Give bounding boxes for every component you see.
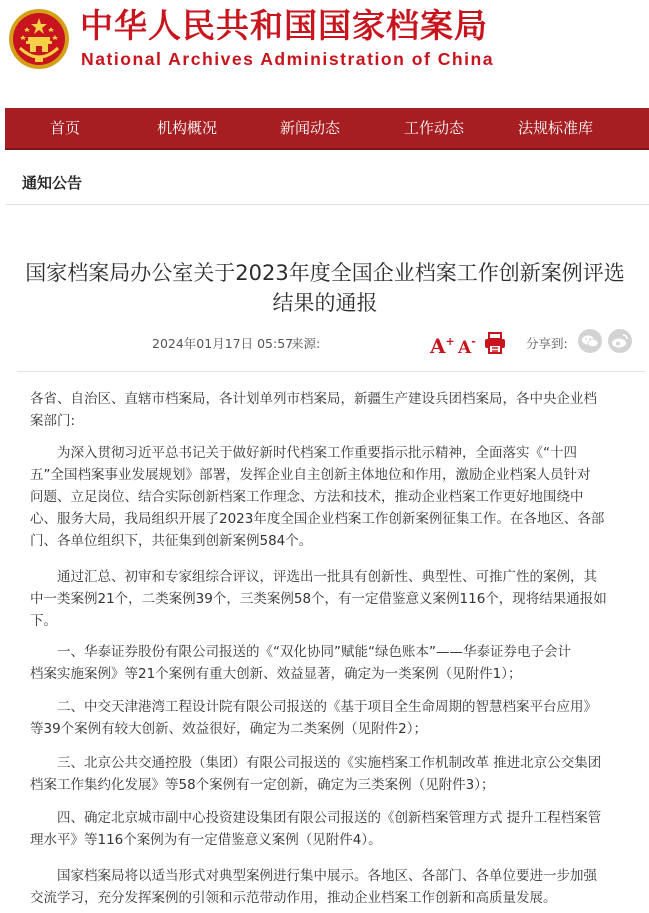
paragraph-summary <box>30 566 642 632</box>
national-emblem-icon[interactable] <box>8 8 70 70</box>
paragraph-category-4 <box>30 807 642 851</box>
paragraph-line: 档案工作集约化发展》等58个案例有一定创新，确定为三类案例（见附件3）； <box>30 777 495 793</box>
paragraph-line: 理水平》等116个案例为有一定借鉴意义案例（见附件4）。 <box>30 832 382 848</box>
share-label: 分享到: <box>526 336 568 351</box>
section-title[interactable]: 通知公告 <box>22 174 83 192</box>
paragraph-line: 问题、立足岗位、结合实际创新档案工作理念、方法和技术，推动企业档案工作更好地围绕中 <box>30 489 584 505</box>
weibo-share-button[interactable] <box>608 329 632 353</box>
site-title-cn[interactable]: 中华人民共和国国家档案局 <box>80 6 488 45</box>
printer-icon[interactable] <box>484 332 506 354</box>
nav-item-about[interactable]: 机构概况 <box>157 119 218 137</box>
paragraph-category-3 <box>30 752 642 796</box>
font-shrink-letter: A <box>458 338 472 358</box>
paragraph-line: 等39个案例有较大创新、效益很好，确定为二类案例（见附件2）； <box>30 721 428 737</box>
article-title <box>25 258 625 318</box>
paragraph-line: 通过汇总、初审和专家组综合评议，评选出一批具有创新性、典型性、可推广性的案例，其 <box>30 569 597 585</box>
paragraph-background <box>30 442 642 552</box>
article-date: 2024年01月17日 05:57 <box>152 336 294 351</box>
paragraph-line: 三、北京公共交通控股（集团）有限公司报送的《实施档案工作机制改革 推进北京公交集团 <box>30 755 602 771</box>
breadcrumb <box>5 164 649 205</box>
font-enlarge-letter: A <box>430 334 446 358</box>
paragraph-category-1 <box>30 641 642 685</box>
paragraph-line: 交流学习，充分发挥案例的引领和示范带动作用，推动企业档案工作创新和高质量发展。 <box>30 890 557 906</box>
paragraph-line: 为深入贯彻习近平总书记关于做好新时代档案工作重要指示批示精神，全面落实《“十四 <box>30 445 577 461</box>
article-title-line-2: 结果的通报 <box>272 291 378 315</box>
nav-item-regulations[interactable]: 法规标准库 <box>518 119 594 137</box>
paragraph-line: 一、华泰证券股份有限公司报送的《“双化协同”赋能“绿色账本”——华泰证券电子会计 <box>30 644 571 660</box>
site-title-en[interactable]: National Archives Administration of China <box>81 49 495 69</box>
nav-item-news[interactable]: 新闻动态 <box>280 119 341 137</box>
paragraph-line: 各省、自治区、直辖市档案局，各计划单列市档案局，新疆生产建设兵团档案局，各中央企业档 <box>30 391 597 407</box>
paragraph-line: 五”全国档案事业发展规划》部署，发挥企业自主创新主体地位和作用，激励企业档案人员针对 <box>30 467 591 483</box>
paragraph-line: 心、服务大局，我局组织开展了2023年度全国企业档案工作创新案例征集工作。在各地区、各部 <box>30 511 605 527</box>
paragraph-line: 国家档案局将以适当形式对典型案例进行集中展示。各地区、各部门、各单位要进一步加强 <box>30 868 597 884</box>
paragraph-category-2 <box>30 696 642 740</box>
wechat-icon <box>578 329 602 353</box>
paragraph-line: 四、确定北京城市副中心投资建设集团有限公司报送的《创新档案管理方式 提升工程档案管 <box>30 810 602 826</box>
site-header <box>0 0 649 108</box>
wechat-share-button[interactable] <box>578 329 602 353</box>
paragraph-line: 档案实施案例》等21个案例有重大创新、效益显著，确定为一类案例（见附件1）； <box>30 666 522 682</box>
article-title-line-1: 国家档案局办公室关于2023年度全国企业档案工作创新案例评选 <box>25 261 625 285</box>
paragraph-line: 门、各单位组织下，共征集到创新案例584个。 <box>30 533 313 549</box>
font-shrink-button[interactable] <box>458 330 476 360</box>
font-minus-sign: - <box>471 335 476 348</box>
paragraph-line: 中一类案例21个，二类案例39个，三类案例58个，有一定借鉴意义案例116个，现将结果通报如 <box>30 591 607 607</box>
main-nav <box>5 108 649 150</box>
font-enlarge-button[interactable] <box>430 330 455 358</box>
font-plus-sign: + <box>445 335 455 348</box>
paragraph-line: 二、中交天津港湾工程设计院有限公司报送的《基于项目全生命周期的智慧档案平台应用》 <box>30 699 597 715</box>
article-source-label: 来源: <box>291 336 321 351</box>
paragraph-line: 案部门: <box>30 413 76 429</box>
paragraph-line: 下。 <box>30 613 57 629</box>
paragraph-salutation <box>30 388 642 432</box>
nav-item-home[interactable]: 首页 <box>50 119 81 137</box>
title-divider <box>17 371 645 372</box>
weibo-icon <box>608 329 632 353</box>
nav-item-work[interactable]: 工作动态 <box>404 119 465 137</box>
paragraph-closing <box>30 865 642 909</box>
